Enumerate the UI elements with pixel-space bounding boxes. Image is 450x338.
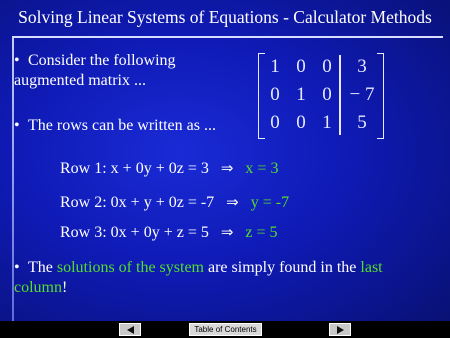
matrix-cell: 3 [357, 56, 367, 77]
matrix-cell: 0 [322, 84, 332, 105]
bullet-highlight-last-column: last column [14, 259, 383, 296]
implies-arrow-icon: ⇒ [220, 159, 234, 177]
implies-arrow-icon: ⇒ [226, 193, 239, 211]
bullet-text-post: ! [62, 279, 68, 296]
bullet-highlight-solutions: solutions of the system [56, 259, 204, 276]
matrix-cell: 0 [322, 56, 332, 77]
augmentation-line [339, 55, 341, 135]
right-arrow-icon [337, 326, 344, 334]
table-of-contents-button[interactable]: Table of Contents [189, 323, 262, 336]
previous-slide-button[interactable] [119, 323, 141, 336]
bullet-text-mid: are simply found in the [203, 259, 361, 276]
bullet-text-pre: The [28, 259, 57, 276]
row-result: y = -7 [250, 194, 290, 211]
row-equation-2 [60, 192, 289, 213]
row-equation: x + 0y + 0z = 3 [110, 160, 209, 177]
bullet-dot: • [14, 52, 20, 69]
bullet-text: Consider the following augmented matrix ... [14, 52, 176, 89]
matrix-cell: 0 [296, 112, 306, 133]
matrix-cell: 1 [322, 112, 332, 133]
bullet-rows-written [14, 116, 254, 136]
matrix-cell: 1 [296, 84, 306, 105]
next-slide-button[interactable] [329, 323, 351, 336]
row-equation-1 [60, 158, 278, 179]
matrix-cell: − 7 [349, 84, 375, 105]
row-equation-3 [60, 222, 278, 243]
slide-title: Solving Linear Systems of Equations - Calculator Methods [18, 7, 432, 27]
row-equation: 0x + 0y + z = 5 [110, 224, 209, 241]
bullet-dot: • [14, 259, 20, 276]
bullet-text: The rows can be written as ... [28, 117, 216, 134]
matrix-cell: 1 [270, 56, 280, 77]
implies-arrow-icon: ⇒ [220, 223, 234, 241]
augmented-matrix [258, 53, 384, 137]
row-label: Row 2: [60, 194, 107, 211]
title-divider [12, 36, 443, 38]
matrix-cell: 0 [296, 56, 306, 77]
matrix-cell: 5 [357, 112, 367, 133]
row-result: z = 5 [245, 224, 278, 241]
row-label: Row 3: [60, 224, 107, 241]
bullet-dot: • [14, 117, 20, 134]
left-arrow-icon [127, 326, 134, 334]
matrix-cell: 0 [270, 112, 280, 133]
row-equation: 0x + y + 0z = -7 [110, 194, 215, 211]
row-result: x = 3 [245, 160, 279, 177]
bullet-consider-matrix [14, 51, 224, 91]
matrix-cell: 0 [270, 84, 280, 105]
row-label: Row 1: [60, 160, 107, 177]
bullet-solutions [14, 258, 434, 298]
